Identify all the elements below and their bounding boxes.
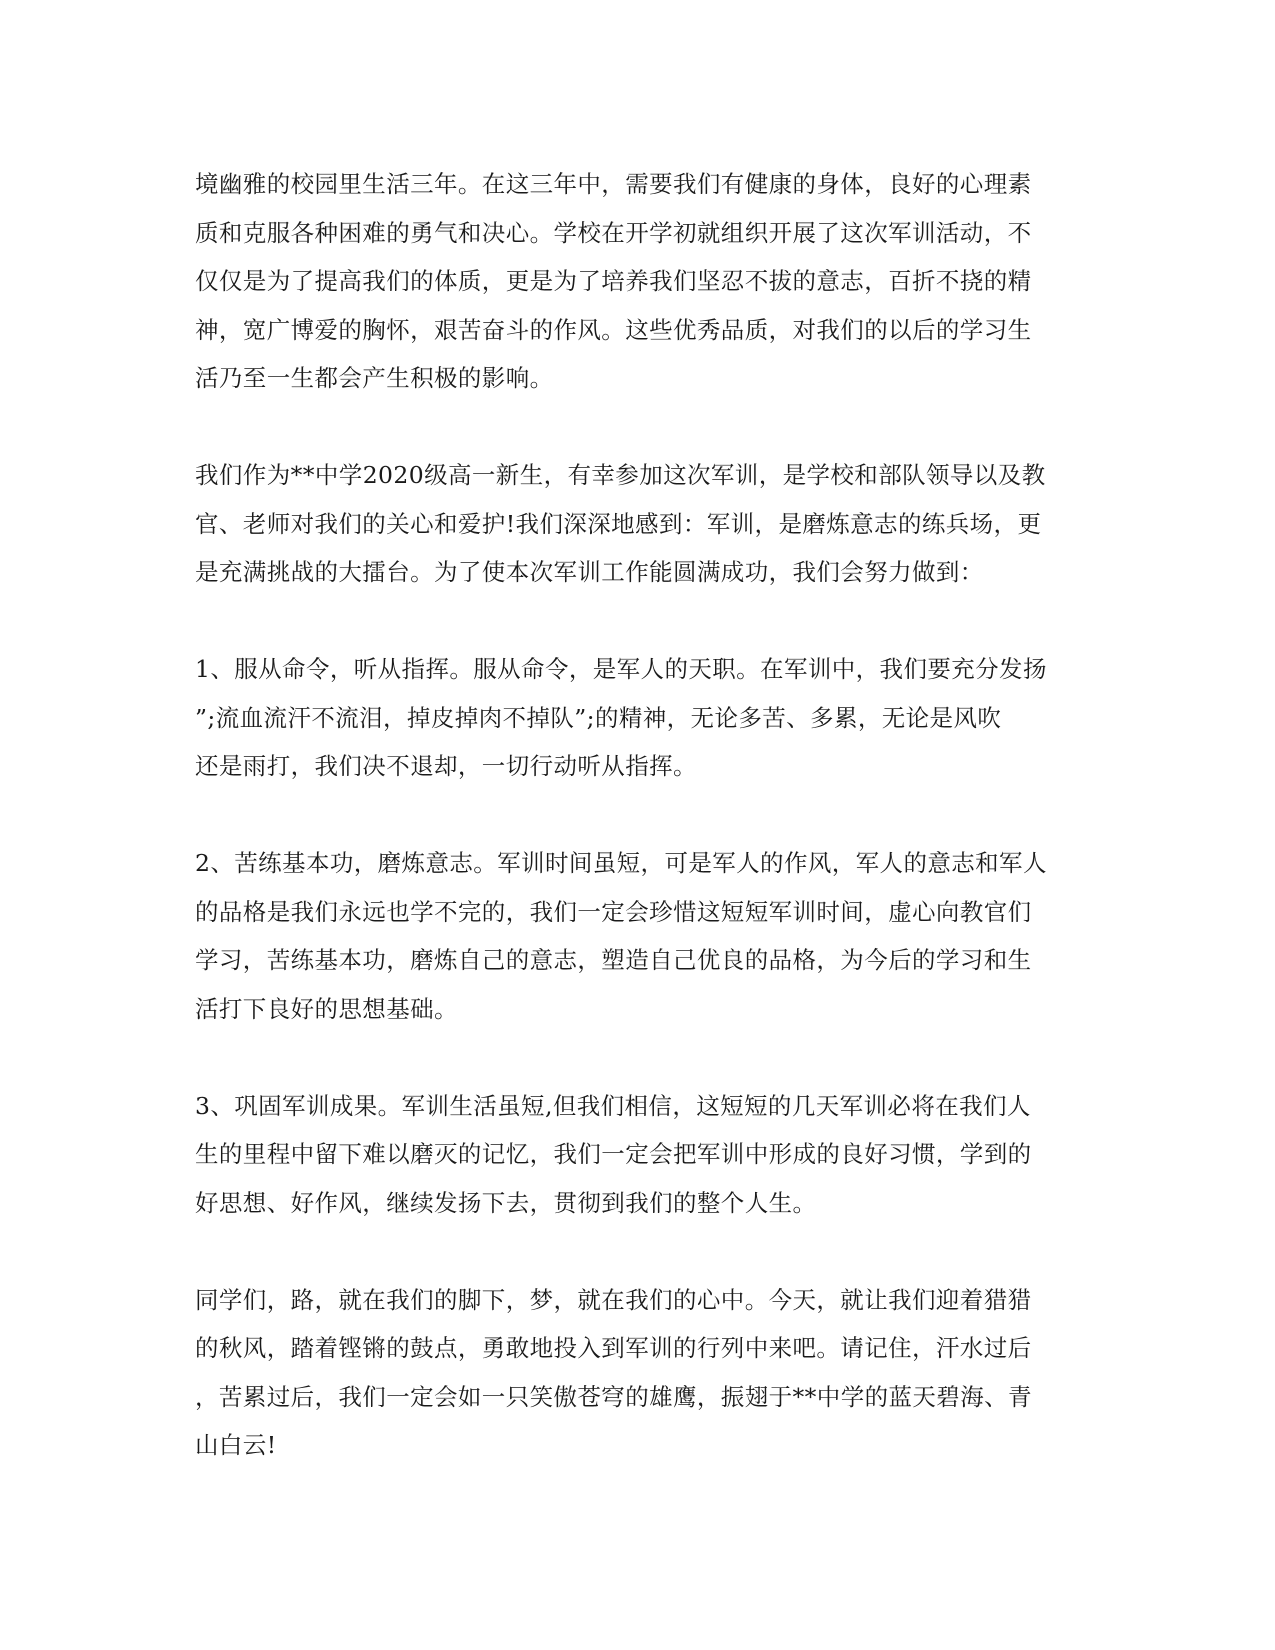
text-line: 官、老师对我们的关心和爱护!我们深深地感到：军训，是磨炼意志的练兵场，更 <box>195 509 1042 538</box>
paragraph-closing <box>195 1276 1090 1470</box>
text-line: 我们作为**中学2020级高一新生，有幸参加这次军训，是学校和部队领导以及教 <box>195 461 1046 489</box>
text-line: 活打下良好的思想基础。 <box>195 994 458 1023</box>
text-line: 的品格是我们永远也学不完的，我们一定会珍惜这短短军训时间，虚心向教官们 <box>195 897 1032 926</box>
text-line: 仅仅是为了提高我们的体质，更是为了培养我们坚忍不拔的意志，百折不挠的精 <box>195 267 1032 295</box>
text-line: 同学们，路，就在我们的脚下，梦，就在我们的心中。今天，就让我们迎着猎猎 <box>195 1285 1032 1314</box>
text-line: 的秋风，踏着铿锵的鼓点，勇敢地投入到军训的行列中来吧。请记住，汗水过后 <box>195 1334 1032 1362</box>
paragraph-intro <box>195 160 1090 403</box>
paragraph-point-1 <box>195 645 1090 791</box>
text-line: 好思想、好作风，继续发扬下去，贯彻到我们的整个人生。 <box>195 1188 817 1217</box>
text-line: 是充满挑战的大擂台。为了使本次军训工作能圆满成功，我们会努力做到： <box>195 558 984 586</box>
text-line: 活乃至一生都会产生积极的影响。 <box>195 364 554 392</box>
text-line: 2、苦练基本功，磨炼意志。军训时间虽短，可是军人的作风，军人的意志和军人 <box>195 849 1047 877</box>
text-line: 质和克服各种困难的勇气和决心。学校在开学初就组织开展了这次军训活动，不 <box>195 218 1032 247</box>
text-line: 神，宽广博爱的胸怀，艰苦奋斗的作风。这些优秀品质，对我们的以后的学习生 <box>195 315 1032 344</box>
text-line: 山白云! <box>195 1431 277 1459</box>
text-line: ”;流血流汗不流泪，掉皮掉肉不掉队”;的精神，无论多苦、多累，无论是风吹 <box>195 703 1002 732</box>
text-line: 境幽雅的校园里生活三年。在这三年中，需要我们有健康的身体，良好的心理素 <box>195 170 1032 198</box>
text-line: 3、巩固军训成果。军训生活虽短,但我们相信，这短短的几天军训必将在我们人 <box>195 1091 1031 1120</box>
text-line: 学习，苦练基本功，磨炼自己的意志，塑造自己优良的品格，为今后的学习和生 <box>195 946 1032 974</box>
text-line: 还是雨打，我们决不退却，一切行动听从指挥。 <box>195 752 697 780</box>
paragraph-point-3 <box>195 1082 1090 1228</box>
text-line: 生的里程中留下难以磨灭的记忆，我们一定会把军训中形成的良好习惯，学到的 <box>195 1140 1032 1168</box>
document-body <box>195 160 1090 1470</box>
text-line: ，苦累过后，我们一定会如一只笑傲苍穹的雄鹰，振翅于**中学的蓝天碧海、青 <box>195 1382 1032 1411</box>
text-line: 1、服从命令，听从指挥。服从命令，是军人的天职。在军训中，我们要充分发扬 <box>195 655 1047 683</box>
paragraph-point-2 <box>195 839 1090 1033</box>
paragraph-commitment <box>195 451 1090 597</box>
